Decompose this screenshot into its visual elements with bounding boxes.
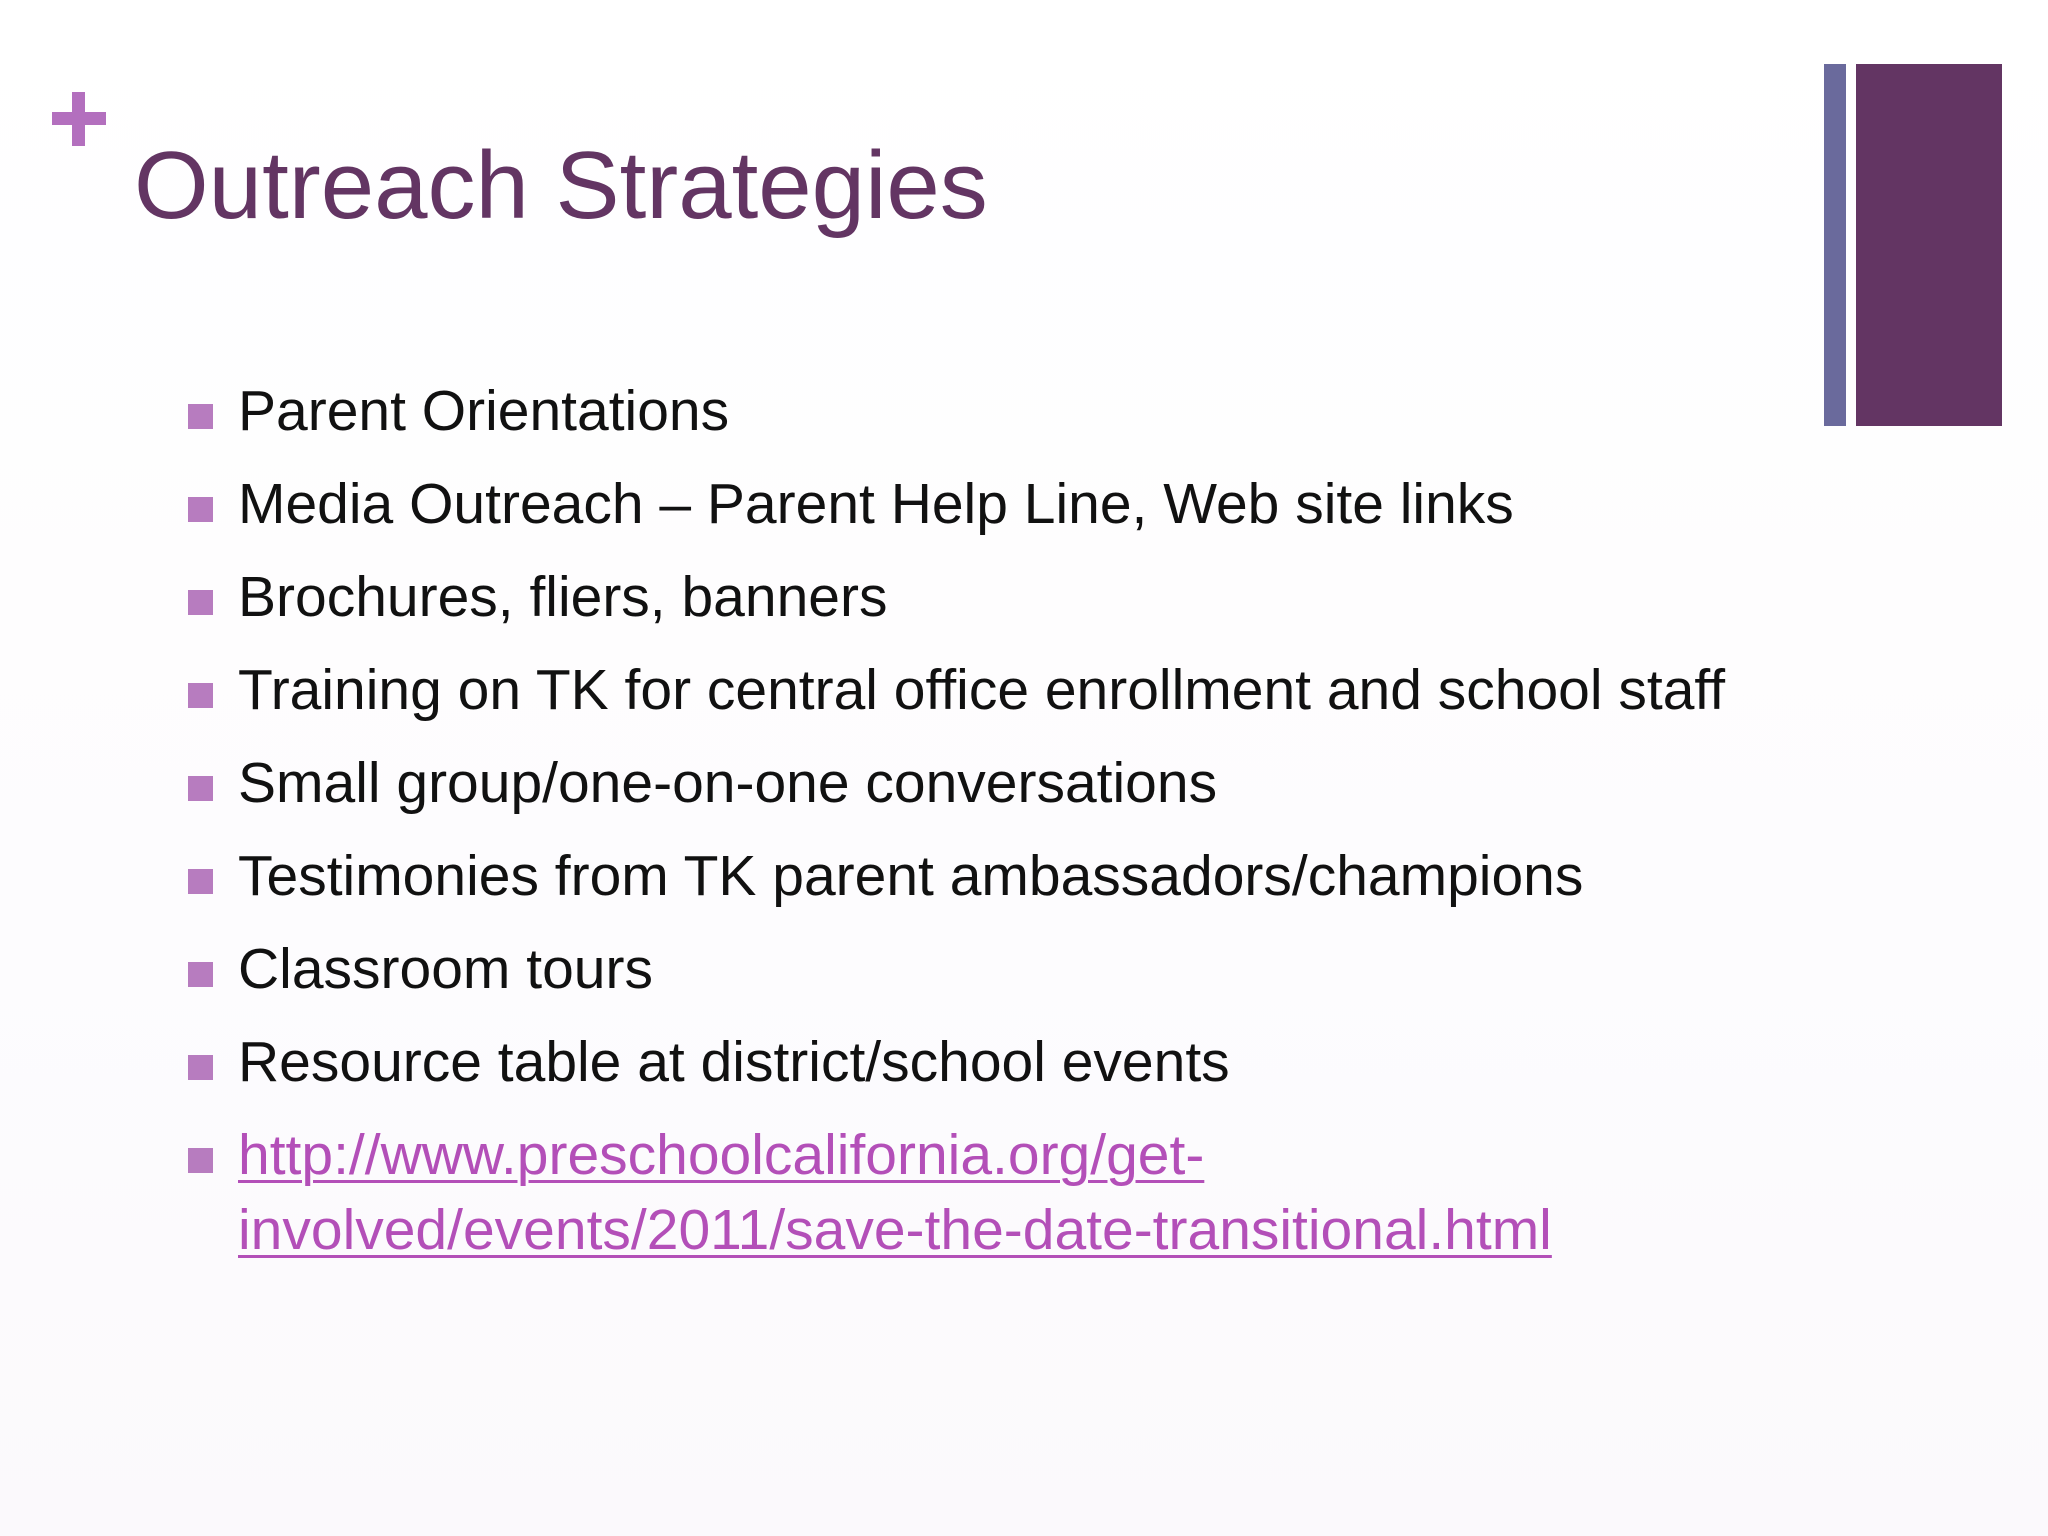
square-bullet-icon	[188, 1148, 213, 1173]
bullet-text: Brochures, fliers, banners	[238, 565, 888, 629]
bullet-text: Resource table at district/school events	[238, 1030, 1230, 1094]
bullet-text: Small group/one-on-one conversations	[238, 751, 1218, 815]
square-bullet-icon	[188, 776, 213, 801]
square-bullet-icon	[188, 869, 213, 894]
bullet-item	[188, 467, 1798, 542]
square-bullet-icon	[188, 1055, 213, 1080]
bullet-item	[188, 746, 1798, 821]
square-bullet-icon	[188, 590, 213, 615]
bullet-item	[188, 560, 1798, 635]
bullet-text: Parent Orientations	[238, 379, 730, 443]
bullet-text: Testimonies from TK parent ambassadors/champions	[238, 844, 1584, 908]
bullet-item-link	[188, 1118, 1798, 1268]
accent-bar-thin	[1824, 64, 1846, 426]
square-bullet-icon	[188, 404, 213, 429]
bullet-item	[188, 374, 1798, 449]
bullet-item	[188, 839, 1798, 914]
square-bullet-icon	[188, 683, 213, 708]
bullet-item	[188, 1025, 1798, 1100]
bullet-list	[188, 374, 1798, 1286]
accent-bar-thick	[1856, 64, 2002, 426]
bullet-item	[188, 653, 1798, 728]
square-bullet-icon	[188, 497, 213, 522]
plus-icon	[52, 92, 106, 146]
bullet-text: Classroom tours	[238, 937, 653, 1001]
bullet-text: Media Outreach – Parent Help Line, Web site links	[238, 472, 1514, 536]
slide-title: Outreach Strategies	[134, 132, 988, 239]
square-bullet-icon	[188, 962, 213, 987]
resource-link[interactable]: http://www.preschoolcalifornia.org/get-involved/events/2011/save-the-date-transitional.html	[238, 1123, 1552, 1262]
bullet-item	[188, 932, 1798, 1007]
bullet-text: Training on TK for central office enrollment and school staff	[238, 658, 1726, 722]
